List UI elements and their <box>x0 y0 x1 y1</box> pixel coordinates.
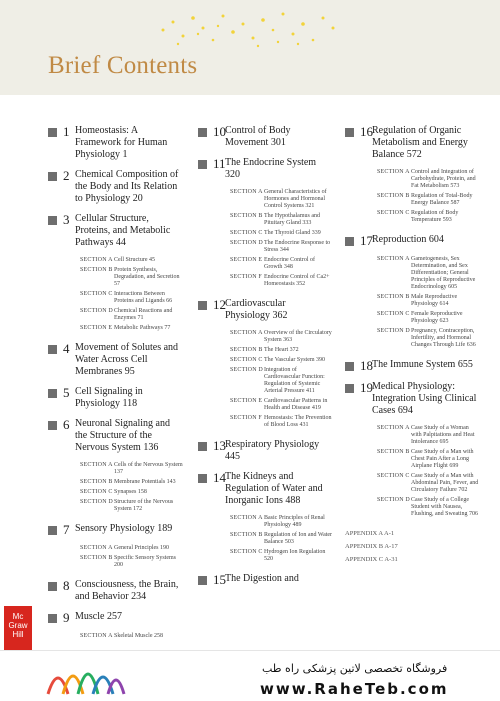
section-entry[interactable] <box>377 311 480 325</box>
chapter-title: Cardiovascular Physiology 362 <box>225 298 288 321</box>
chapter-bullet-icon <box>48 526 57 535</box>
section-title: Structure of the Nervous System 172 <box>114 499 174 512</box>
section-title: Female Reproductive Physiology 623 <box>411 311 463 324</box>
section-entry[interactable] <box>80 325 183 332</box>
chapter-number: 2 <box>63 168 70 183</box>
chapter-bullet-icon <box>198 160 207 169</box>
chapter-number: 9 <box>63 610 70 625</box>
section-entry[interactable] <box>230 415 333 429</box>
chapter-number: 8 <box>63 578 70 593</box>
section-title: Regulation of Total-Body Energy Balance 587 <box>411 193 473 206</box>
decorative-dots <box>158 10 338 50</box>
chapter-title: Cell Signaling in Physiology 118 <box>75 386 143 409</box>
section-label: SECTION B <box>377 449 410 455</box>
section-title: Endocrine Control of Growth 348 <box>264 257 315 270</box>
chapter-title: Regulation of Organic Metabolism and Energy Balance 572 <box>372 125 468 160</box>
chapter-entry[interactable] <box>198 439 333 463</box>
section-label: SECTION A <box>230 515 263 521</box>
chapter-title: Control of Body Movement 301 <box>225 125 291 148</box>
chapter-number: 11 <box>213 156 226 171</box>
section-label: SECTION B <box>230 213 263 219</box>
section-label: SECTION C <box>80 291 113 297</box>
chapter-title: The Endocrine System 320 <box>225 157 317 180</box>
chapter-number: 17 <box>360 233 373 248</box>
section-list <box>377 256 480 349</box>
section-title: Overview of the Circulatory System 363 <box>264 330 332 343</box>
chapter-title: Consciousness, the Brain, and Behavior 234 <box>75 579 179 602</box>
section-entry[interactable] <box>80 308 183 322</box>
chapter-number: 13 <box>213 438 226 453</box>
page-header-band <box>0 0 500 95</box>
chapter-bullet-icon <box>198 128 207 137</box>
chapter-bullet-icon <box>345 362 354 371</box>
section-entry[interactable] <box>230 257 333 271</box>
chapter-number: 3 <box>63 212 70 227</box>
section-entry[interactable] <box>377 256 480 291</box>
chapter-entry[interactable] <box>198 298 333 322</box>
section-list <box>230 189 333 288</box>
section-entry[interactable] <box>230 330 333 344</box>
chapter-entry[interactable] <box>198 573 333 587</box>
section-entry[interactable] <box>377 497 480 518</box>
section-label: SECTION F <box>230 274 262 280</box>
section-title: Gametogenesis, Sex Determination, and Sex Differentiation; General Principles of Reproductive Endocrinology 605 <box>411 256 476 290</box>
section-label: SECTION F <box>230 415 262 421</box>
section-title: Hemostasis: The Prevention of Blood Loss 431 <box>264 415 332 428</box>
section-entry[interactable] <box>80 291 183 305</box>
section-title: General Principles 190 <box>114 545 169 551</box>
section-label: SECTION D <box>230 240 263 246</box>
chapter-number: 15 <box>213 572 226 587</box>
appendix-entry[interactable]: APPENDIX C A-31 <box>345 556 398 563</box>
chapter-bullet-icon <box>345 237 354 246</box>
chapter-bullet-icon <box>198 301 207 310</box>
section-entry[interactable] <box>230 532 333 546</box>
section-title: Male Reproductive Physiology 614 <box>411 294 458 307</box>
chapter-number: 19 <box>360 380 373 395</box>
section-entry[interactable] <box>80 257 183 264</box>
chapter-number: 16 <box>360 124 373 139</box>
section-title: Control and Integration of Carbohydrate, Protein, and Fat Metabolism 573 <box>411 169 476 189</box>
section-entry[interactable] <box>230 240 333 254</box>
chapter-number: 1 <box>63 124 70 139</box>
section-entry[interactable] <box>80 545 183 552</box>
section-entry[interactable] <box>230 549 333 563</box>
chapter-bullet-icon <box>198 576 207 585</box>
section-list <box>377 425 480 518</box>
section-label: SECTION A <box>80 462 113 468</box>
section-title: The Heart 372 <box>264 347 299 353</box>
section-label: SECTION B <box>80 555 113 561</box>
section-list <box>80 462 183 513</box>
section-entry[interactable] <box>80 555 183 569</box>
chapter-entry[interactable] <box>48 169 183 205</box>
chapter-number: 6 <box>63 417 70 432</box>
section-label: SECTION C <box>377 473 410 479</box>
section-label: SECTION E <box>230 398 263 404</box>
chapter-entry[interactable] <box>198 157 333 181</box>
section-title: The Hypothalamus and Pituitary Gland 333 <box>264 213 320 226</box>
section-entry[interactable] <box>80 489 183 496</box>
chapter-bullet-icon <box>48 128 57 137</box>
section-label: SECTION C <box>230 230 263 236</box>
section-label: SECTION B <box>80 267 113 273</box>
section-entry[interactable] <box>377 425 480 446</box>
section-entry[interactable] <box>377 473 480 494</box>
section-entry[interactable] <box>230 347 333 354</box>
chapter-bullet-icon <box>48 345 57 354</box>
watermark-text: فروشگاه تخصصی لاتین پزشکی راه طب <box>262 662 448 675</box>
chapter-title: Reproduction 604 <box>372 234 444 245</box>
chapter-bullet-icon <box>48 216 57 225</box>
section-entry[interactable] <box>377 328 480 349</box>
chapter-number: 10 <box>213 124 226 139</box>
section-entry[interactable] <box>230 230 333 237</box>
chapter-title: Respiratory Physiology 445 <box>225 439 320 462</box>
section-label: SECTION A <box>80 545 113 551</box>
section-label: SECTION A <box>230 189 263 195</box>
section-label: SECTION A <box>80 257 113 263</box>
appendix-entry[interactable]: APPENDIX A A-1 <box>345 530 395 537</box>
section-title: Synapses 158 <box>114 489 147 495</box>
chapter-number: 14 <box>213 470 226 485</box>
chapter-bullet-icon <box>345 384 354 393</box>
section-title: Chemical Reactions and Enzymes 71 <box>114 308 173 321</box>
section-label: SECTION C <box>377 210 410 216</box>
section-title: Cells of the Nervous System 137 <box>114 462 183 475</box>
section-entry[interactable] <box>377 193 480 207</box>
chapter-number: 7 <box>63 522 70 537</box>
chapter-title: Homeostasis: A Framework for Human Physiology 1 <box>75 125 168 160</box>
section-label: SECTION A <box>377 425 410 431</box>
section-label: SECTION B <box>377 193 410 199</box>
section-label: SECTION C <box>80 489 113 495</box>
section-entry[interactable] <box>80 462 183 476</box>
appendix-list <box>345 530 480 563</box>
chapter-title: Medical Physiology: Integration Using Clinical Cases 694 <box>372 381 477 416</box>
chapter-bullet-icon <box>48 582 57 591</box>
section-label: SECTION E <box>80 325 113 331</box>
chapter-entry[interactable] <box>48 418 183 454</box>
toc-column-1 <box>48 125 183 650</box>
section-title: The Thyroid Gland 339 <box>264 230 321 236</box>
section-title: Cardiovascular Patterns in Health and Disease 419 <box>264 398 328 411</box>
section-entry[interactable] <box>377 294 480 308</box>
toc-column-3 <box>345 125 480 569</box>
section-label: SECTION C <box>230 549 263 555</box>
chapter-entry[interactable] <box>198 471 333 507</box>
watermark-url: www.RaheTeb.com <box>260 680 449 698</box>
section-entry[interactable] <box>377 210 480 224</box>
publisher-logo: Mc Graw Hill <box>4 606 32 650</box>
section-list <box>80 633 183 640</box>
chapter-bullet-icon <box>198 442 207 451</box>
chapter-title: Neuronal Signaling and the Structure of the Nervous System 136 <box>75 418 170 453</box>
chapter-entry[interactable] <box>345 359 480 373</box>
section-title: Case Study of a Man with Abdominal Pain, Fever, and Circulatory Failure 702 <box>411 473 479 493</box>
section-title: Case Study of a Man with Chest Pain After a Long Airplane Flight 699 <box>411 449 474 469</box>
section-title: Pregnancy, Contraception, Infertility, and Hormonal Changes Through Life 636 <box>411 328 476 348</box>
section-entry[interactable] <box>230 367 333 395</box>
watermark-logo-icon <box>38 652 128 696</box>
chapter-bullet-icon <box>48 614 57 623</box>
chapter-bullet-icon <box>48 421 57 430</box>
section-title: Case Study of a College Student with Nausea, Flushing, and Sweating 706 <box>411 497 478 517</box>
section-label: SECTION B <box>230 347 263 353</box>
section-title: Hydrogen Ion Regulation 520 <box>264 549 326 562</box>
chapter-entry[interactable] <box>48 523 183 537</box>
section-title: The Endocrine Response to Stress 344 <box>264 240 331 253</box>
chapter-number: 5 <box>63 385 70 400</box>
chapter-title: Sensory Physiology 189 <box>75 523 173 534</box>
section-title: Interactions Between Proteins and Ligands 66 <box>114 291 173 304</box>
section-title: Regulation of Ion and Water Balance 503 <box>264 532 333 545</box>
chapter-title: Cellular Structure, Proteins, and Metabolic Pathways 44 <box>75 213 171 248</box>
section-entry[interactable] <box>377 449 480 470</box>
section-title: Skeletal Muscle 258 <box>114 633 163 639</box>
section-label: SECTION D <box>80 499 113 505</box>
section-title: Integration of Cardiovascular Function: Regulation of Systemic Arterial Pressure 411 <box>264 367 325 394</box>
section-entry[interactable] <box>230 189 333 210</box>
section-title: Endocrine Control of Ca2+ Homeostasis 352 <box>264 274 330 287</box>
chapter-number: 4 <box>63 341 70 356</box>
chapter-bullet-icon <box>48 389 57 398</box>
chapter-entry[interactable] <box>345 125 480 161</box>
section-label: SECTION A <box>80 633 113 639</box>
chapter-title: Muscle 257 <box>75 611 122 622</box>
chapter-bullet-icon <box>198 474 207 483</box>
section-title: Specific Sensory Systems 200 <box>114 555 176 568</box>
section-title: The Vascular System 390 <box>264 357 326 363</box>
chapter-number: 18 <box>360 358 373 373</box>
section-title: Case Study of a Woman with Palpitations and Heat Intolerance 695 <box>411 425 475 445</box>
chapter-entry[interactable] <box>345 381 480 417</box>
section-title: Cell Structure 45 <box>114 257 155 263</box>
section-label: SECTION A <box>230 330 263 336</box>
section-title: Basic Principles of Renal Physiology 489 <box>264 515 325 528</box>
section-entry[interactable] <box>377 169 480 190</box>
section-label: SECTION A <box>377 169 410 175</box>
chapter-title: The Digestion and <box>225 573 299 584</box>
page-title: Brief Contents <box>48 52 198 79</box>
section-label: SECTION B <box>80 479 113 485</box>
section-entry[interactable] <box>230 357 333 364</box>
section-label: SECTION D <box>377 497 410 503</box>
chapter-number: 12 <box>213 297 226 312</box>
chapter-entry[interactable] <box>48 579 183 603</box>
section-entry[interactable] <box>80 479 183 486</box>
chapter-bullet-icon <box>345 128 354 137</box>
section-label: SECTION C <box>377 311 410 317</box>
section-label: SECTION B <box>377 294 410 300</box>
chapter-entry[interactable] <box>48 342 183 378</box>
chapter-entry[interactable] <box>48 386 183 410</box>
section-label: SECTION D <box>230 367 263 373</box>
section-entry[interactable] <box>80 267 183 288</box>
section-list <box>80 545 183 569</box>
section-entry[interactable] <box>230 515 333 529</box>
chapter-entry[interactable] <box>48 611 183 625</box>
section-entry[interactable] <box>230 274 333 288</box>
section-label: SECTION C <box>230 357 263 363</box>
section-list <box>230 515 333 563</box>
section-title: Regulation of Body Temperature 593 <box>411 210 459 223</box>
section-title: General Characteristics of Hormones and Hormonal Control Systems 321 <box>264 189 327 209</box>
chapter-bullet-icon <box>48 172 57 181</box>
chapter-title: Chemical Composition of the Body and Its Relation to Physiology 20 <box>75 169 179 204</box>
section-title: Metabolic Pathways 77 <box>114 325 171 331</box>
section-title: Membrane Potentials 143 <box>114 479 176 485</box>
section-label: SECTION A <box>377 256 410 262</box>
section-label: SECTION D <box>377 328 410 334</box>
section-label: SECTION B <box>230 532 263 538</box>
chapter-title: Movement of Solutes and Water Across Cell Membranes 95 <box>75 342 179 377</box>
section-label: SECTION E <box>230 257 263 263</box>
section-entry[interactable] <box>80 499 183 513</box>
chapter-entry[interactable] <box>198 125 333 149</box>
chapter-title: The Kidneys and Regulation of Water and Inorganic Ions 488 <box>225 471 323 506</box>
section-entry[interactable] <box>80 633 183 640</box>
section-list <box>377 169 480 224</box>
section-title: Protein Synthesis, Degradation, and Secretion 57 <box>114 267 180 287</box>
appendix-entry[interactable]: APPENDIX B A-17 <box>345 543 398 550</box>
chapter-entry[interactable] <box>345 234 480 248</box>
chapter-title: The Immune System 655 <box>372 359 473 370</box>
section-entry[interactable] <box>230 398 333 412</box>
section-entry[interactable] <box>230 213 333 227</box>
chapter-entry[interactable] <box>48 213 183 249</box>
section-label: SECTION D <box>80 308 113 314</box>
toc-column-2 <box>198 125 333 595</box>
chapter-entry[interactable] <box>48 125 183 161</box>
section-list <box>230 330 333 429</box>
section-list <box>80 257 183 332</box>
